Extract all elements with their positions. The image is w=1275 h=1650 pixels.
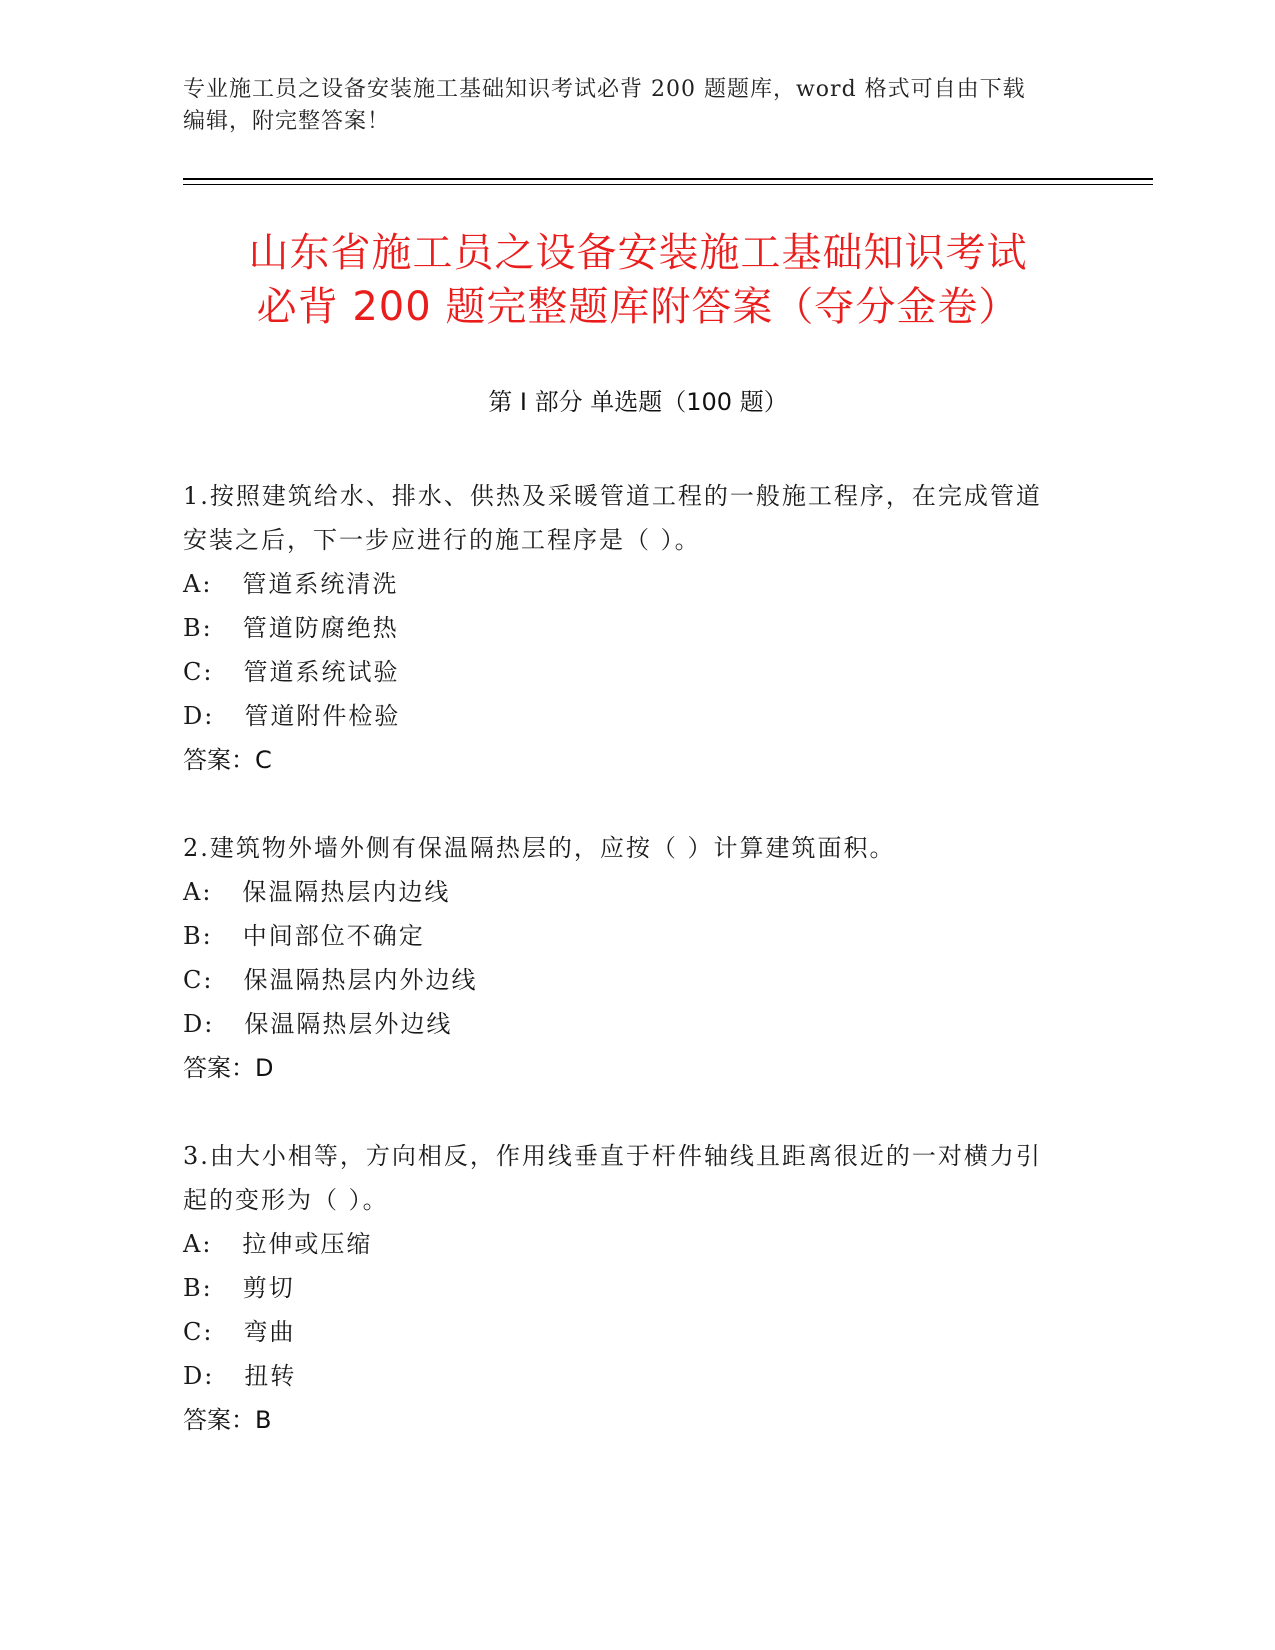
document-title	[183, 226, 1093, 334]
option-letter: A:	[183, 1230, 213, 1258]
option-letter: B:	[183, 614, 213, 642]
option-b	[183, 606, 1063, 650]
option-a	[183, 1222, 1063, 1266]
option-text: 管道系统试验	[243, 658, 400, 686]
document-title-line-1: 山东省施工员之设备安装施工基础知识考试	[248, 230, 1028, 276]
option-letter: C:	[183, 1318, 214, 1346]
option-text: 拉伸或压缩	[242, 1230, 373, 1258]
option-b	[183, 1266, 1063, 1310]
option-text: 管道系统清洗	[242, 570, 399, 598]
question-stem: 2.建筑物外墙外侧有保温隔热层的，应按（ ）计算建筑面积。	[183, 834, 896, 862]
option-d	[183, 1354, 1063, 1398]
option-d	[183, 1002, 1063, 1046]
option-c	[183, 1310, 1063, 1354]
option-text: 中间部位不确定	[242, 922, 425, 950]
option-letter: B:	[183, 1274, 213, 1302]
option-letter: C:	[183, 966, 214, 994]
answer-line: 答案：C	[183, 746, 272, 774]
option-text: 剪切	[242, 1274, 295, 1302]
document-title-line-2: 必背 200 题完整题库附答案（夺分金卷）	[256, 284, 1020, 330]
header-divider-thick	[183, 178, 1153, 180]
option-letter: D:	[183, 1362, 215, 1390]
header-note-line-2: 编辑，附完整答案！	[183, 109, 391, 134]
option-letter: D:	[183, 1010, 215, 1038]
option-text: 保温隔热层外边线	[244, 1010, 453, 1038]
option-d	[183, 694, 1063, 738]
question-2	[183, 826, 1063, 1090]
option-letter: C:	[183, 658, 214, 686]
answer-line: 答案：B	[183, 1406, 272, 1434]
option-b	[183, 914, 1063, 958]
question-stem: 3.由大小相等，方向相反，作用线垂直于杆件轴线且距离很近的一对横力引起的变形为（ ）。	[183, 1142, 1042, 1214]
option-c	[183, 958, 1063, 1002]
option-a	[183, 870, 1063, 914]
option-text: 弯曲	[243, 1318, 296, 1346]
question-3	[183, 1134, 1063, 1442]
question-stem: 1.按照建筑给水、排水、供热及采暖管道工程的一般施工程序，在完成管道安装之后，下一步应进行的施工程序是（ ）。	[183, 482, 1042, 554]
header-note	[183, 74, 1063, 138]
option-letter: B:	[183, 922, 213, 950]
answer-line: 答案：D	[183, 1054, 274, 1082]
option-text: 管道附件检验	[244, 702, 401, 730]
option-letter: D:	[183, 702, 215, 730]
option-letter: A:	[183, 570, 213, 598]
option-text: 保温隔热层内边线	[242, 878, 451, 906]
option-c	[183, 650, 1063, 694]
header-note-line-1: 专业施工员之设备安装施工基础知识考试必背 200 题题库，word 格式可自由下载	[183, 77, 1026, 102]
option-text: 扭转	[244, 1362, 297, 1390]
option-text: 保温隔热层内外边线	[243, 966, 478, 994]
option-text: 管道防腐绝热	[242, 614, 399, 642]
question-list	[183, 474, 1063, 1486]
option-a	[183, 562, 1063, 606]
option-letter: A:	[183, 878, 213, 906]
section-title: 第 I 部分 单选题（100 题）	[488, 388, 788, 416]
header-divider-thin	[183, 184, 1153, 185]
question-1	[183, 474, 1063, 782]
